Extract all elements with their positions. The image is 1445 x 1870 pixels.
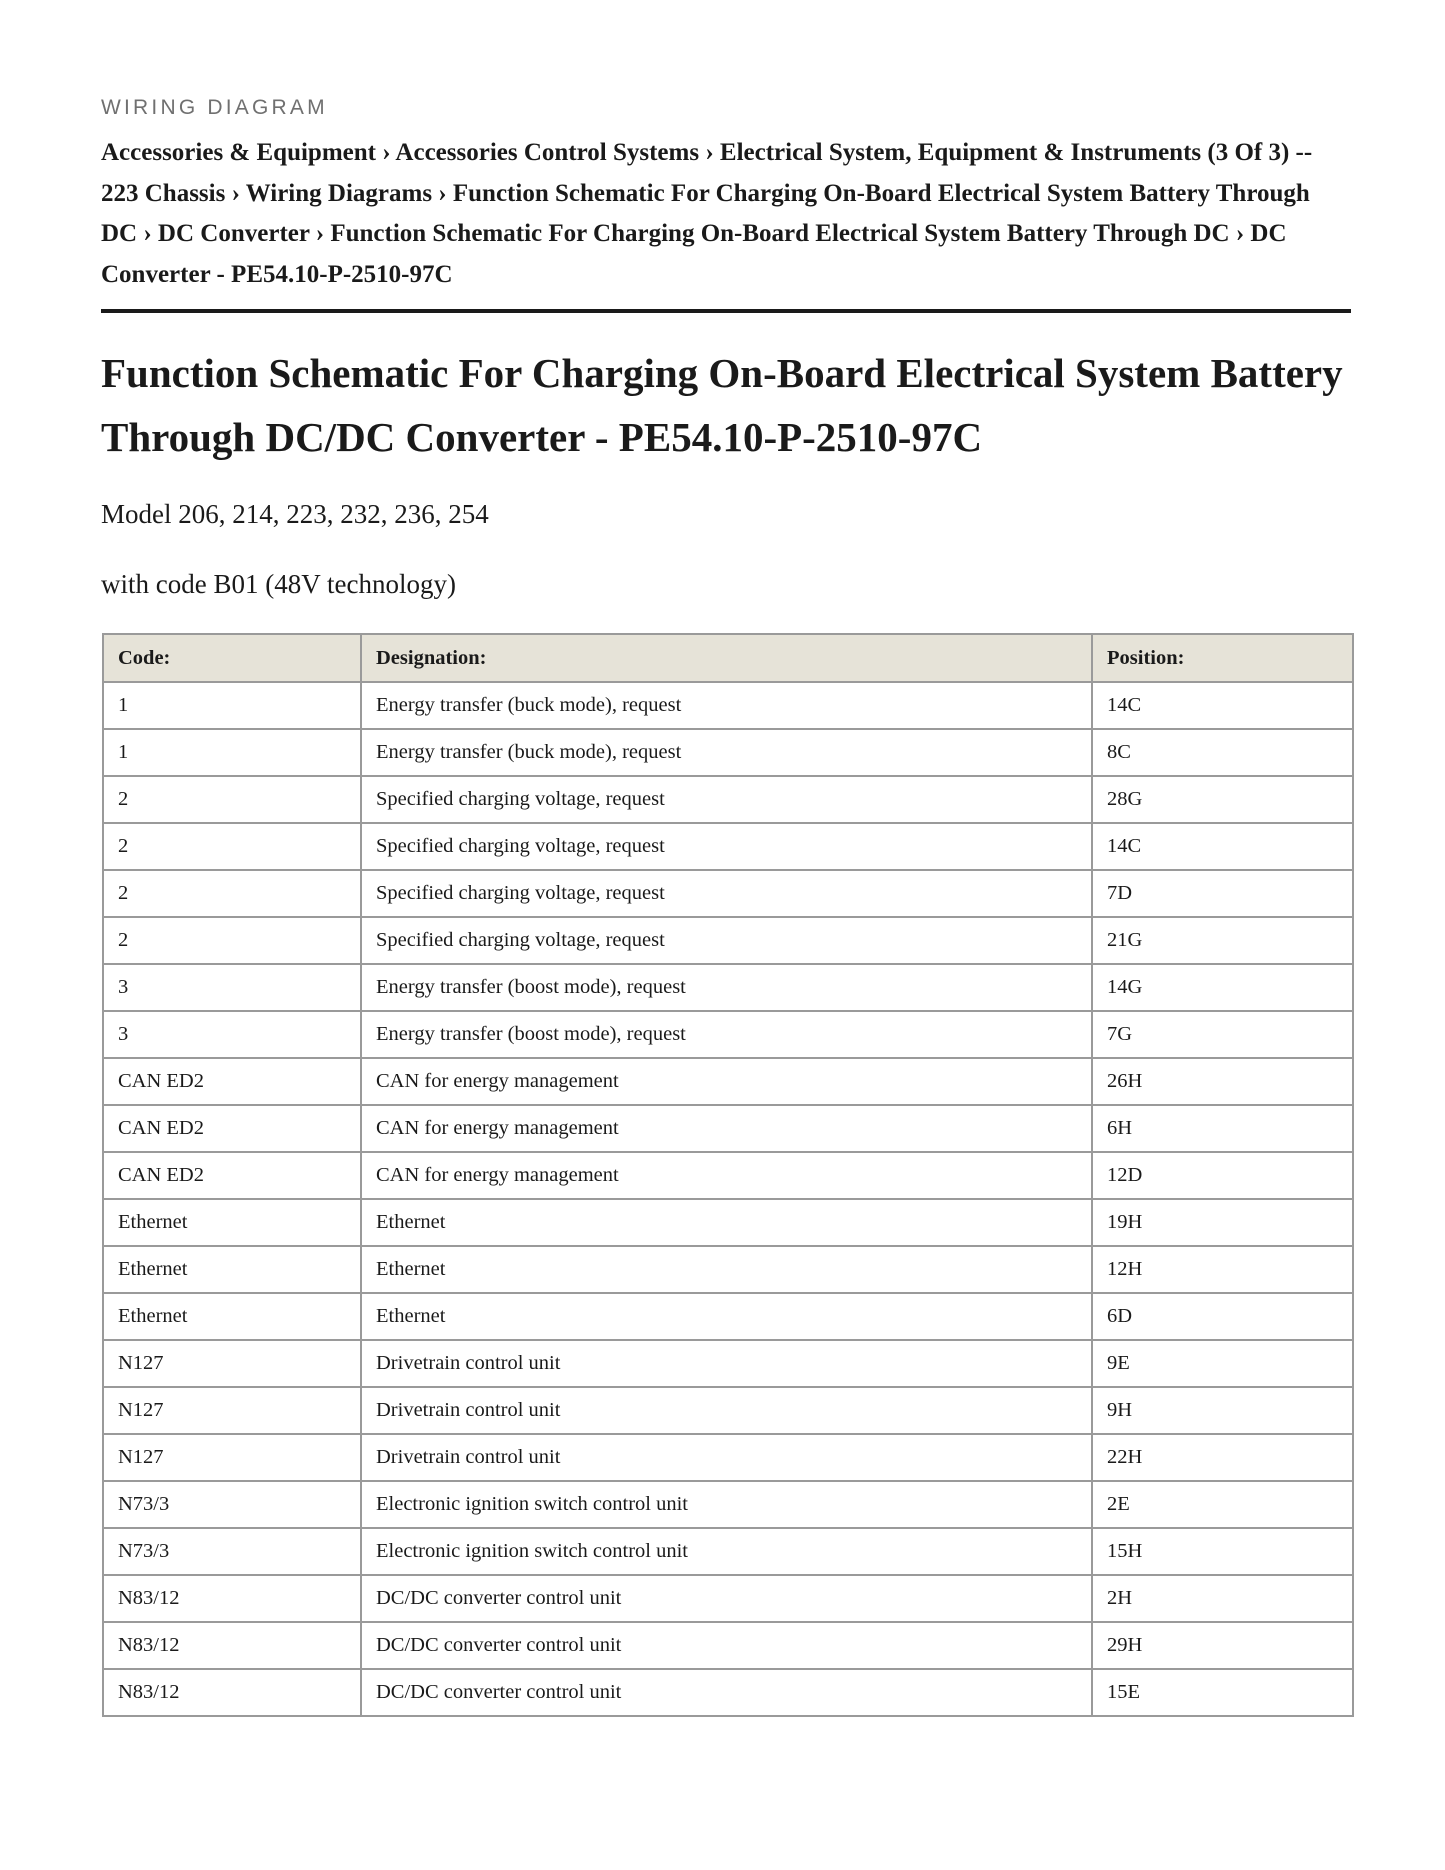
column-header-code: Code: (103, 634, 361, 682)
code-cell: N127 (103, 1340, 361, 1387)
table-row (103, 1246, 1353, 1293)
table-row (103, 1152, 1353, 1199)
designation-cell: Ethernet (361, 1293, 1092, 1340)
table-row (103, 1058, 1353, 1105)
code-cell: 3 (103, 1011, 361, 1058)
code-cell: CAN ED2 (103, 1105, 361, 1152)
designation-cell: DC/DC converter control unit (361, 1669, 1092, 1716)
position-cell: 9E (1092, 1340, 1353, 1387)
position-cell: 26H (1092, 1058, 1353, 1105)
code-cell: N127 (103, 1434, 361, 1481)
position-cell: 14G (1092, 964, 1353, 1011)
designation-cell: Electronic ignition switch control unit (361, 1481, 1092, 1528)
designation-cell: Specified charging voltage, request (361, 823, 1092, 870)
table-row (103, 870, 1353, 917)
table-row (103, 823, 1353, 870)
position-cell: 2E (1092, 1481, 1353, 1528)
designation-cell: Ethernet (361, 1246, 1092, 1293)
position-cell: 12H (1092, 1246, 1353, 1293)
position-cell: 12D (1092, 1152, 1353, 1199)
code-cell: 2 (103, 870, 361, 917)
code-cell: N83/12 (103, 1622, 361, 1669)
position-cell: 6H (1092, 1105, 1353, 1152)
designation-cell: Energy transfer (boost mode), request (361, 1011, 1092, 1058)
table-row (103, 1528, 1353, 1575)
position-cell: 6D (1092, 1293, 1353, 1340)
breadcrumb: Accessories & Equipment › Accessories Control Systems › Electrical System, Equipment & Instruments (3 Of 3) -- 223 Chassis › Wiring Diagrams › Function Schematic For Charging On-Board Electrical System Battery Through DC › DC Converter › Function Schematic For Charging On-Board Electrical System Battery Through DC › DC Converter - PE54.10-P-2510-97C (101, 139, 1313, 288)
table-row (103, 1481, 1353, 1528)
table-row (103, 1622, 1353, 1669)
table-row (103, 1105, 1353, 1152)
code-line: with code B01 (48V technology) (101, 569, 456, 599)
code-cell: Ethernet (103, 1293, 361, 1340)
table-row (103, 1669, 1353, 1716)
table-header-row (103, 634, 1353, 682)
designation-cell: Energy transfer (buck mode), request (361, 729, 1092, 776)
position-cell: 29H (1092, 1622, 1353, 1669)
table-row (103, 917, 1353, 964)
designation-cell: Drivetrain control unit (361, 1340, 1092, 1387)
table-row (103, 729, 1353, 776)
designation-cell: Ethernet (361, 1199, 1092, 1246)
table-row (103, 1011, 1353, 1058)
designation-cell: CAN for energy management (361, 1058, 1092, 1105)
position-cell: 14C (1092, 682, 1353, 729)
code-cell: 1 (103, 729, 361, 776)
code-cell: Ethernet (103, 1246, 361, 1293)
position-cell: 9H (1092, 1387, 1353, 1434)
position-cell: 2H (1092, 1575, 1353, 1622)
code-cell: 2 (103, 823, 361, 870)
table-row (103, 1387, 1353, 1434)
designation-table (102, 633, 1354, 1717)
code-cell: N83/12 (103, 1669, 361, 1716)
designation-cell: Drivetrain control unit (361, 1434, 1092, 1481)
position-cell: 15H (1092, 1528, 1353, 1575)
position-cell: 8C (1092, 729, 1353, 776)
position-cell: 21G (1092, 917, 1353, 964)
position-cell: 7G (1092, 1011, 1353, 1058)
table-row (103, 776, 1353, 823)
designation-cell: CAN for energy management (361, 1152, 1092, 1199)
table-row (103, 1340, 1353, 1387)
table-row (103, 1199, 1353, 1246)
designation-cell: CAN for energy management (361, 1105, 1092, 1152)
designation-cell: Electronic ignition switch control unit (361, 1528, 1092, 1575)
code-cell: 2 (103, 917, 361, 964)
designation-cell: Specified charging voltage, request (361, 870, 1092, 917)
code-cell: 1 (103, 682, 361, 729)
code-cell: CAN ED2 (103, 1058, 361, 1105)
table-row (103, 682, 1353, 729)
table-row (103, 1434, 1353, 1481)
designation-cell: Specified charging voltage, request (361, 917, 1092, 964)
column-header-position: Position: (1092, 634, 1353, 682)
code-cell: CAN ED2 (103, 1152, 361, 1199)
table-row (103, 1293, 1353, 1340)
code-cell: N73/3 (103, 1528, 361, 1575)
code-cell: N73/3 (103, 1481, 361, 1528)
designation-cell: Energy transfer (buck mode), request (361, 682, 1092, 729)
model-line: Model 206, 214, 223, 232, 236, 254 (101, 499, 489, 529)
position-cell: 15E (1092, 1669, 1353, 1716)
designation-cell: Drivetrain control unit (361, 1387, 1092, 1434)
table-row (103, 964, 1353, 1011)
table-body (103, 682, 1353, 1716)
position-cell: 7D (1092, 870, 1353, 917)
code-cell: N127 (103, 1387, 361, 1434)
header-divider (101, 309, 1351, 313)
designation-cell: Specified charging voltage, request (361, 776, 1092, 823)
position-cell: 19H (1092, 1199, 1353, 1246)
position-cell: 22H (1092, 1434, 1353, 1481)
designation-cell: DC/DC converter control unit (361, 1575, 1092, 1622)
code-cell: Ethernet (103, 1199, 361, 1246)
page-title: Function Schematic For Charging On-Board Electrical System Battery Through DC/DC Converter - PE54.10-P-2510-97C (101, 350, 1343, 460)
position-cell: 28G (1092, 776, 1353, 823)
designation-cell: DC/DC converter control unit (361, 1622, 1092, 1669)
column-header-designation: Designation: (361, 634, 1092, 682)
designation-cell: Energy transfer (boost mode), request (361, 964, 1092, 1011)
document-type-label: WIRING DIAGRAM (101, 96, 328, 119)
code-cell: N83/12 (103, 1575, 361, 1622)
position-cell: 14C (1092, 823, 1353, 870)
code-cell: 2 (103, 776, 361, 823)
code-cell: 3 (103, 964, 361, 1011)
table-row (103, 1575, 1353, 1622)
